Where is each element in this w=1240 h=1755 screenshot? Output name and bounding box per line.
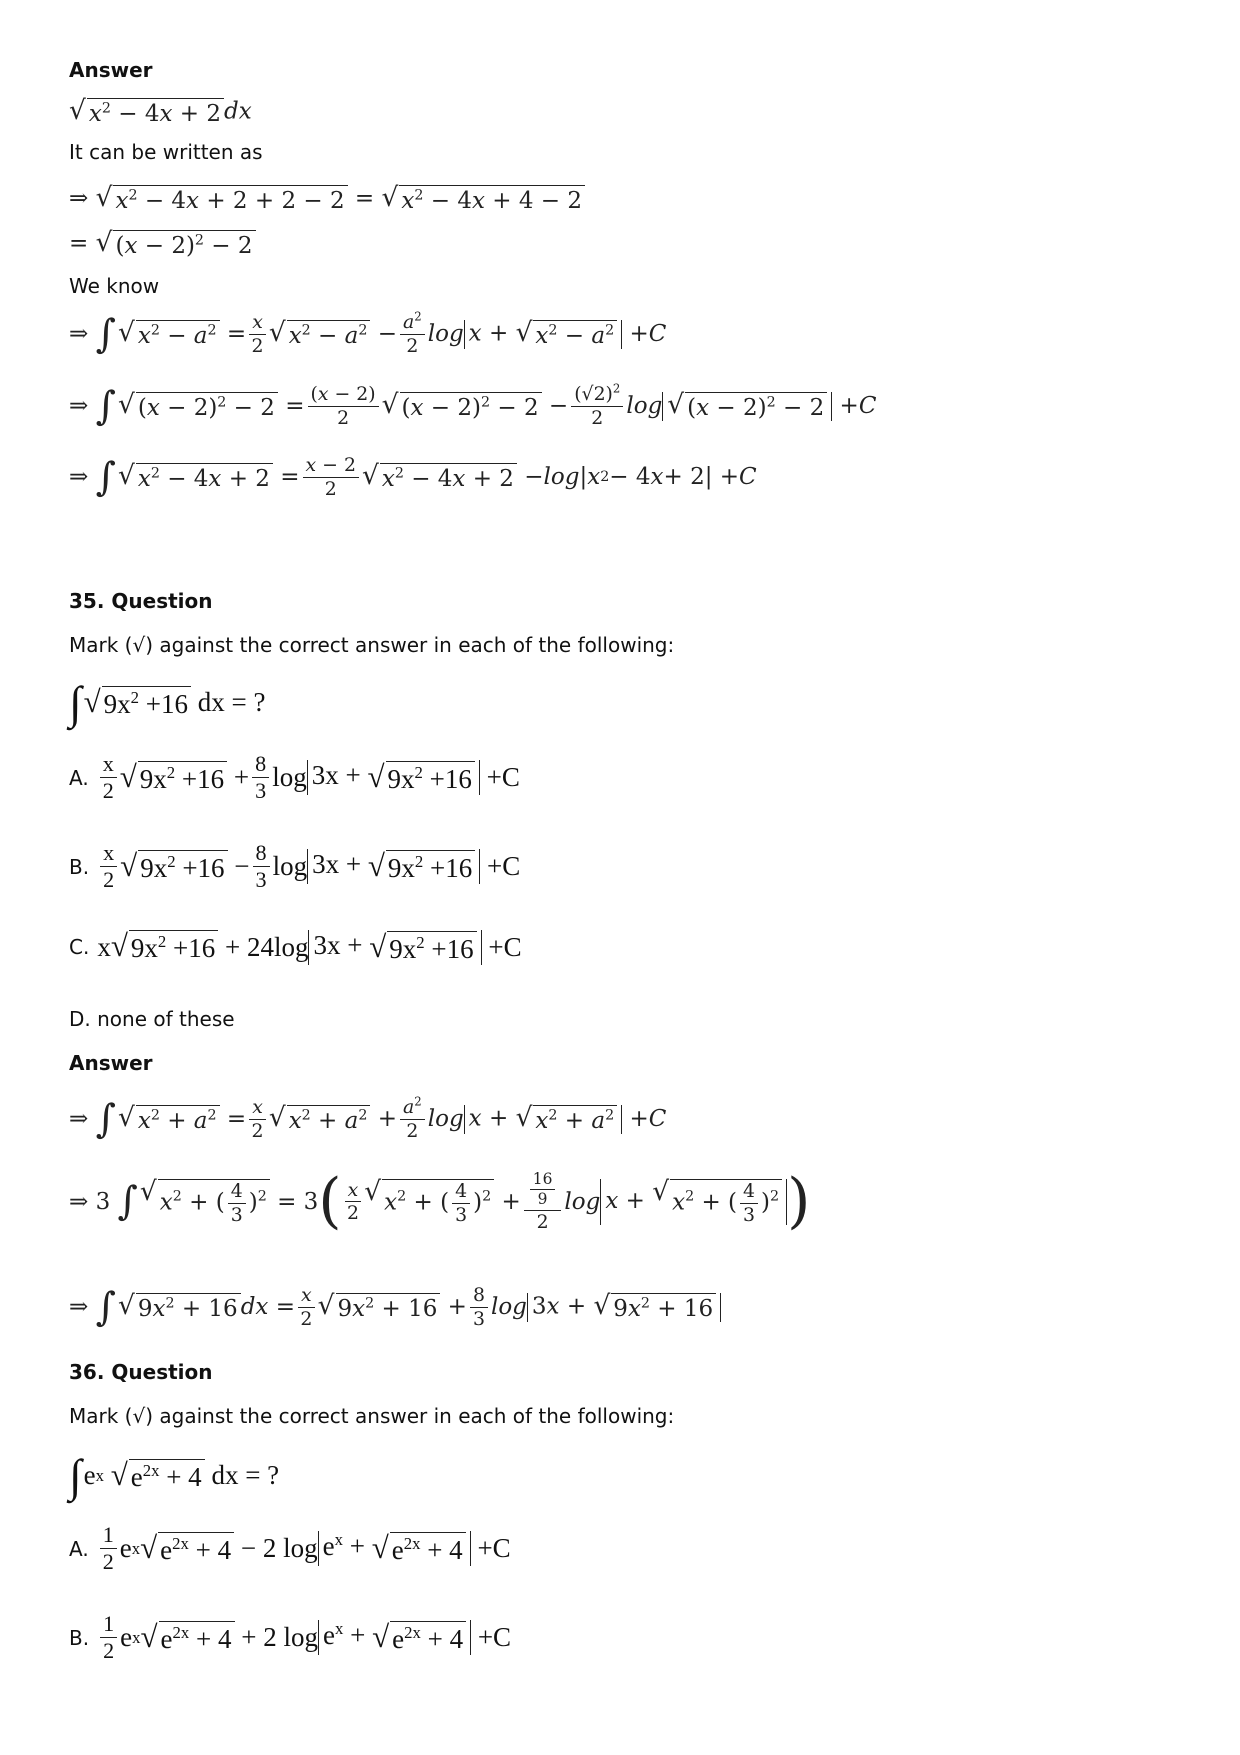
q35-option-a[interactable]: A. $\frac{x}{2}$ √ $9x^2 +16$ + $\frac{8}{3}$ log 3x + √ $9x^2 +16$ +C	[69, 751, 520, 804]
q34-step-5: ⇒ ∫ √ $x^2 - 4x + 2$ = $\frac{x - 2}{2}$ √ $x^2 - 4x + 2$ − log | x 2 − 4 x + 2| + C	[69, 454, 757, 500]
option-label: D.	[69, 1007, 91, 1031]
q34-step-3: ⇒ ∫ √ $x^2 - a^2$ = $\frac{x}{2}$ √ $x^2 - a^2$ − $\frac{a^2}{2}$ log x + √ $x^2 - a^2$ + C	[69, 309, 667, 357]
q35-option-c[interactable]: C. x √ $9x^2 +16$ + 24log 3x + √ $9x^2 +16$ +C	[69, 928, 522, 964]
q35-answer-step-2: ⇒ 3 ∫ √ $x^2$ + ( $\frac{4}{3}$ )$^2$ = 3 ( $\frac{x}{2}$ √ $x^2$ + ( $\frac{4}{3}$ )$^2$ + $\frac{\frac{16}{9}}{2}$ log x + √ $x^2$ + ( $\frac{4}{3}$ )$^2$ )	[69, 1166, 811, 1236]
option-label: A.	[69, 765, 89, 790]
q34-step-2: = √ $(x - 2)^2 - 2$	[69, 230, 256, 259]
q36-question-expression: ∫ e x √ $e^{2x} + 4$ dx = ?	[69, 1450, 280, 1501]
option-label: B.	[69, 854, 90, 879]
q34-step-4: ⇒ ∫ √ $(x - 2)^2 - 2$ = $\frac{(x - 2)}{2}$ √ $(x - 2)^2 - 2$ − $\frac{(√2)^2}{2}$ log √ $(x - 2)^2 - 2$ + C	[69, 381, 877, 429]
option-label: B.	[69, 1625, 90, 1650]
q34-expression: √ $x^2 - 4x + 2$ dx	[69, 95, 252, 127]
q35-option-b[interactable]: B. $\frac{x}{2}$ √ $9x^2 +16$ − $\frac{8}{3}$ log 3x + √ $9x^2 +16$ +C	[69, 840, 521, 893]
q35-question-expression: ∫ √ $9x^2 +16$ dx = ?	[69, 677, 266, 728]
option-label: A.	[69, 1536, 89, 1561]
option-label: C.	[69, 935, 90, 960]
q35-instruction: Mark (√) against the correct answer in each of the following:	[69, 633, 675, 657]
q35-option-d[interactable]	[69, 1007, 235, 1031]
q36-instruction: Mark (√) against the correct answer in each of the following:	[69, 1404, 675, 1428]
answer-heading: Answer	[69, 58, 153, 82]
q36-option-a[interactable]: A. $\frac{1}{2}$ e x √ $e^{2x} + 4$ − 2 log $e^x$ + √ $e^{2x} + 4$ +C	[69, 1522, 511, 1575]
q35-answer-step-3: ⇒ ∫ √ $9x^2 + 16$ dx = $\frac{x}{2}$ √ $9x^2 + 16$ + $\frac{8}{3}$ log 3x + √ $9x^2 + 16$	[69, 1286, 721, 1329]
q34-text-written-as: It can be written as	[69, 140, 263, 164]
option-text: none of these	[97, 1007, 235, 1031]
q36-option-b[interactable]: B. $\frac{1}{2}$ e x √ $e^{2x} + 4$ + 2 log $e^x$ + √ $e^{2x} + 4$ +C	[69, 1611, 512, 1664]
q34-text-we-know: We know	[69, 274, 160, 298]
q34-step-1: ⇒ √ $x^2 - 4x + 2 + 2 - 2$ = √ $x^2 - 4x + 4 - 2$	[69, 185, 585, 214]
q35-answer-step-1: ⇒ ∫ √ $x^2 + a^2$ = $\frac{x}{2}$ √ $x^2 + a^2$ + $\frac{a^2}{2}$ log x + √ $x^2 + a^2$ + C	[69, 1094, 667, 1142]
q35-heading: 35. Question	[69, 589, 213, 613]
q35-answer-heading: Answer	[69, 1051, 153, 1075]
q36-heading: 36. Question	[69, 1360, 213, 1384]
